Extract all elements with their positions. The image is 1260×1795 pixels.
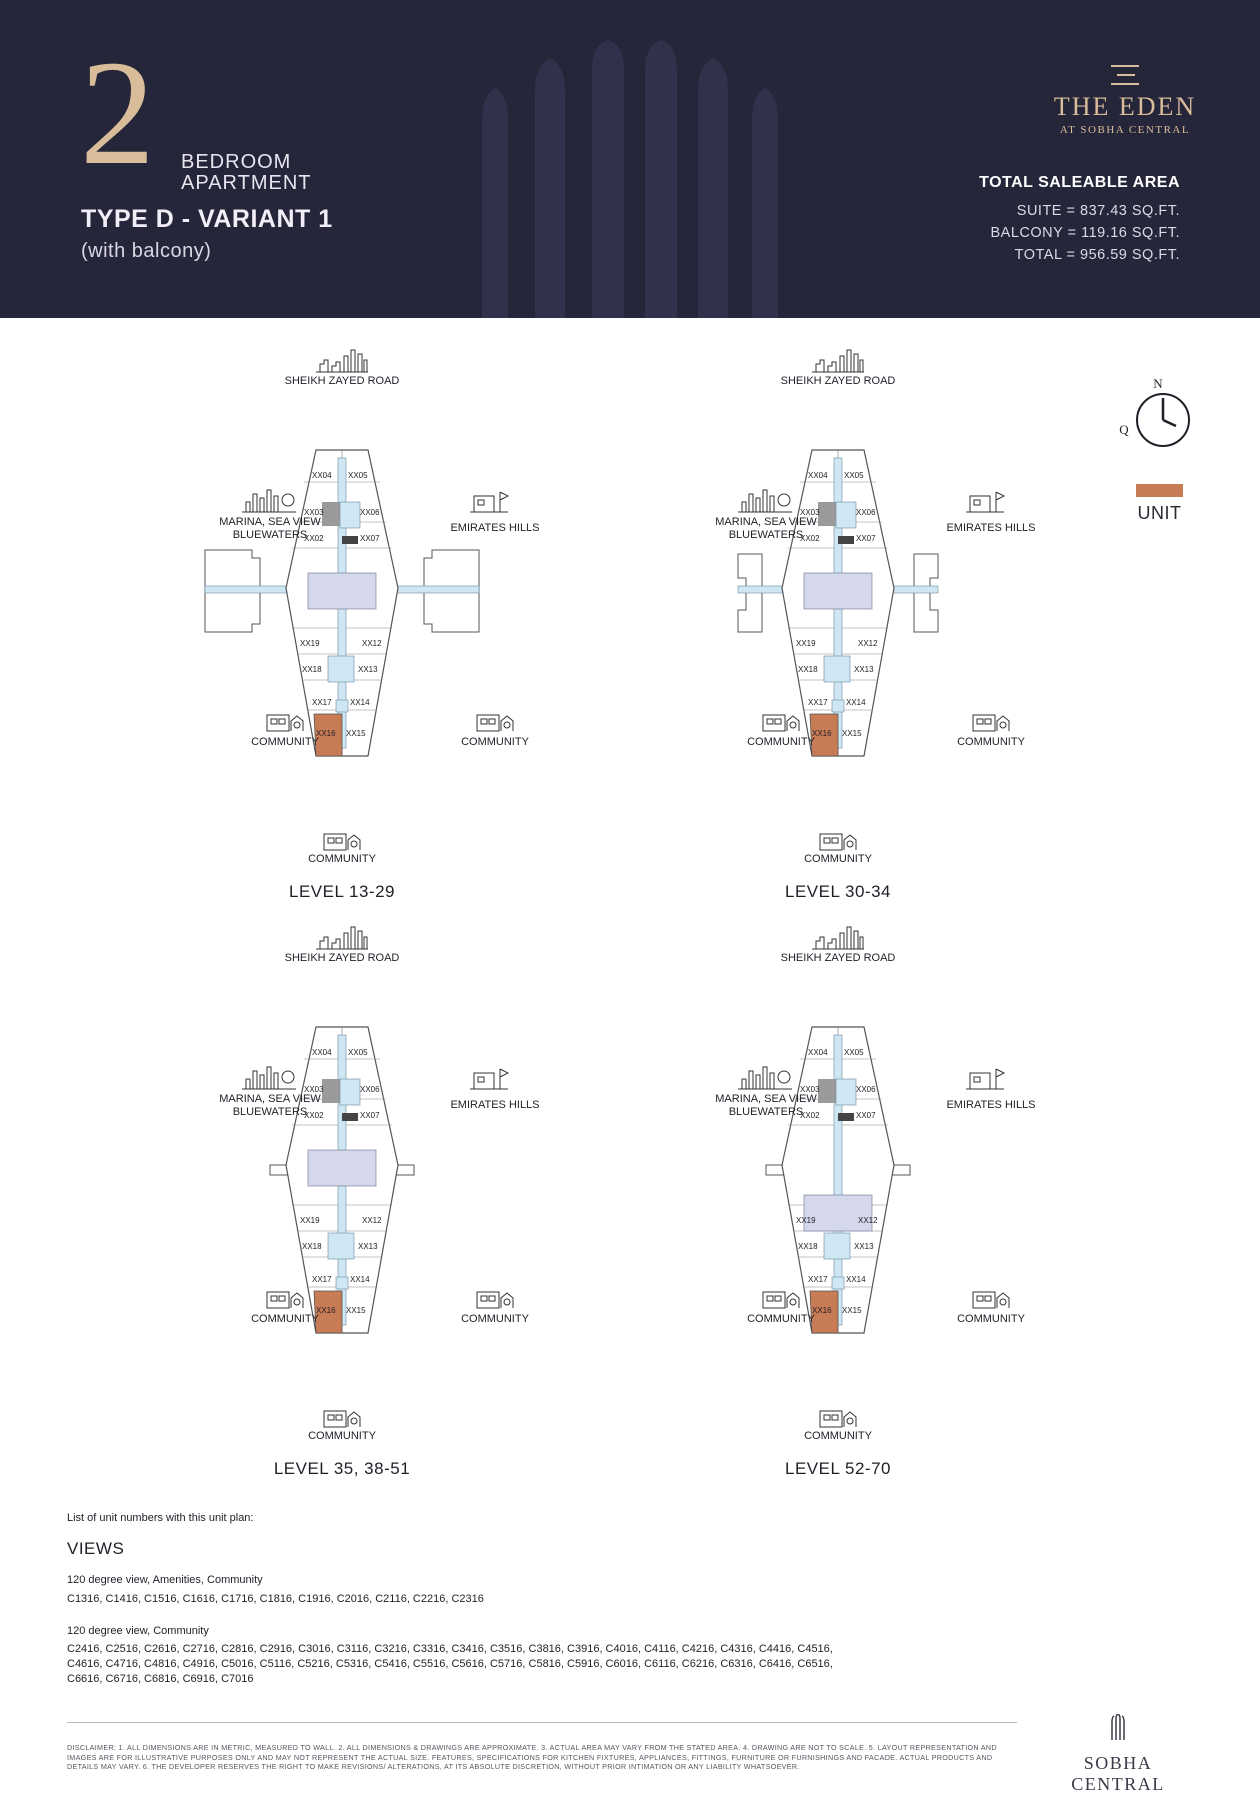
view-label-top: SHEIKH ZAYED ROAD <box>284 375 400 387</box>
marina-skyline-icon <box>240 484 298 514</box>
level-label: LEVEL 30-34 <box>785 882 891 901</box>
unit-label: XX14 <box>846 1275 866 1284</box>
unit-label: XX19 <box>796 639 816 648</box>
community-icon <box>475 711 515 733</box>
unit-label: XX04 <box>808 1048 828 1057</box>
unit-label: XX13 <box>854 665 874 674</box>
marina-skyline-icon <box>736 1061 794 1091</box>
view-label-community: COMMUNITY <box>251 1313 319 1325</box>
unit-label: XX16 <box>316 1306 336 1315</box>
unit-label: XX18 <box>302 665 322 674</box>
sobha-logo-icon <box>1109 1714 1127 1742</box>
footer-divider <box>67 1722 1017 1723</box>
community-icon <box>265 711 305 733</box>
emirates-hills-icon <box>468 488 512 514</box>
view-label-left <box>215 1093 325 1119</box>
view-label-left-2: BLUEWATERS <box>232 529 308 541</box>
view-label-left-2: BLUEWATERS <box>728 1106 804 1118</box>
area-title: TOTAL SALEABLE AREA <box>979 174 1180 191</box>
community-icon <box>971 1288 1011 1310</box>
area-balcony: BALCONY = 119.16 SQ.FT. <box>990 225 1180 241</box>
unit-label: XX02 <box>304 534 324 543</box>
unit-list-intro: List of unit numbers with this unit plan: <box>67 1512 254 1524</box>
floor-plan <box>666 375 1136 908</box>
view-label-community: COMMUNITY <box>308 853 376 865</box>
community-icon <box>818 1407 858 1429</box>
community-icon <box>761 1288 801 1310</box>
view-label-community: COMMUNITY <box>461 1313 529 1325</box>
type-title: TYPE D - VARIANT 1 <box>81 205 333 233</box>
view-label-community: COMMUNITY <box>747 1313 815 1325</box>
view-label-community: COMMUNITY <box>804 1430 872 1442</box>
compass-west: Q <box>1119 422 1129 437</box>
unit-label: XX15 <box>346 729 366 738</box>
view-label-left <box>711 516 821 542</box>
floor-plan <box>666 952 1136 1485</box>
logo-name: THE EDEN <box>1053 92 1197 121</box>
view-label-left-1: MARINA, SEA VIEW <box>219 1093 321 1105</box>
header-banner <box>0 0 1260 318</box>
view-label-community: COMMUNITY <box>804 853 872 865</box>
unit-label: XX19 <box>300 1216 320 1225</box>
view-label-top: SHEIKH ZAYED ROAD <box>780 375 896 387</box>
skyline-icon <box>810 346 866 374</box>
unit-label: XX03 <box>304 1085 324 1094</box>
unit-label: XX14 <box>350 1275 370 1284</box>
unit-label: XX17 <box>808 1275 828 1284</box>
unit-label: XX17 <box>312 1275 332 1284</box>
unit-label: XX03 <box>304 508 324 517</box>
view-group-units: C2416, C2516, C2616, C2716, C2816, C2916, C3016, C3116, C3216, C3316, C3416, C3516, C3816, C3916, C4016, C4116, C4216, C4316, C4416, C4516, C4616, C4716, C4816, C4916, C5016, C5116, C5216, C5316, C5416, C5516, C5616, C5716, C5816, C5916, C6016, C6116, C6216, C6316, C6416, C6516, C6616, C6716, C6816, C6916, C7016 <box>67 1643 833 1685</box>
skyline-icon <box>810 923 866 951</box>
emirates-hills-icon <box>468 1065 512 1091</box>
unit-label: XX06 <box>360 1085 380 1094</box>
arches-decoration <box>470 40 790 318</box>
unit-label: XX12 <box>362 639 382 648</box>
floor-plan-drawing <box>666 1015 1106 1435</box>
unit-label: XX03 <box>800 1085 820 1094</box>
unit-label: XX06 <box>360 508 380 517</box>
view-label-community: COMMUNITY <box>461 736 529 748</box>
emirates-hills-icon <box>964 1065 1008 1091</box>
logo-subtitle: AT SOBHA CENTRAL <box>1059 124 1191 136</box>
community-icon <box>322 1407 362 1429</box>
unit-label: XX06 <box>856 508 876 517</box>
unit-label: XX04 <box>312 1048 332 1057</box>
unit-label: XX07 <box>856 1111 876 1120</box>
view-label-left <box>711 1093 821 1119</box>
community-icon <box>971 711 1011 733</box>
unit-label: XX15 <box>842 729 862 738</box>
view-label-community: COMMUNITY <box>957 736 1025 748</box>
area-suite: SUITE = 837.43 SQ.FT. <box>1016 203 1180 219</box>
view-label-top: SHEIKH ZAYED ROAD <box>284 952 400 964</box>
unit-label: XX07 <box>360 1111 380 1120</box>
view-label-right: EMIRATES HILLS <box>946 1099 1036 1111</box>
level-label: LEVEL 13-29 <box>289 882 395 901</box>
unit-label: XX17 <box>312 698 332 707</box>
level-label: LEVEL 52-70 <box>785 1459 891 1478</box>
view-label-community: COMMUNITY <box>308 1430 376 1442</box>
unit-label: XX13 <box>854 1242 874 1251</box>
unit-label: XX07 <box>856 534 876 543</box>
eden-logo-icon <box>1105 62 1145 88</box>
view-label-left-1: MARINA, SEA VIEW <box>715 1093 817 1105</box>
unit-label: XX16 <box>316 729 336 738</box>
community-icon <box>475 1288 515 1310</box>
floor-plan-drawing <box>170 438 610 858</box>
unit-label: XX16 <box>812 729 832 738</box>
unit-label: XX18 <box>302 1242 322 1251</box>
unit-label: XX14 <box>350 698 370 707</box>
disclaimer: DISCLAIMER: 1. ALL DIMENSIONS ARE IN METRIC, MEASURED TO WALL. 2. ALL DIMENSIONS & DRAWINGS ARE APPROXIMATE. 3. ACTUAL AREA MAY VARY FROM THE STATED AREA. 4. DRAWING ARE NOT TO SCALE. 5. LAYOUT REPRESENTATION AND IMAGES ARE FOR ILLUSTRATIVE PURPOSES ONLY AND MAY NOT REPRESENT THE ACTUAL SIZE. FEATURES, SPECIFICATIONS FOR KITCHEN FIXTURES, APPLIANCES, FITTINGS, FURNITURE OR FURNISHINGS AND FACADE. ACTUAL PRODUCTS AND DETAILS MAY VARY. 6. THE DEVELOPER RESERVES THE RIGHT TO MAKE REVISIONS/ ALTERATIONS, AT ITS ABSOLUTE DISCRETION, WITHOUT PRIOR INTIMATION OR ANY LIABILITY WHATSOEVER. <box>67 1743 997 1771</box>
unit-label: XX05 <box>844 1048 864 1057</box>
unit-label: XX07 <box>360 534 380 543</box>
view-label-community: COMMUNITY <box>747 736 815 748</box>
view-label-right: EMIRATES HILLS <box>450 1099 540 1111</box>
unit-label: XX15 <box>346 1306 366 1315</box>
unit-label: XX12 <box>858 1216 878 1225</box>
unit-label: XX02 <box>800 1111 820 1120</box>
type-subtitle: (with balcony) <box>81 240 212 262</box>
unit-label: XX19 <box>300 639 320 648</box>
unit-label: XX13 <box>358 1242 378 1251</box>
views-title: VIEWS <box>67 1539 125 1558</box>
eden-logo <box>1030 62 1220 136</box>
community-icon <box>322 830 362 852</box>
view-group-heading: 120 degree view, Amenities, Community <box>67 1574 263 1586</box>
unit-label: XX03 <box>800 508 820 517</box>
unit-label: XX04 <box>808 471 828 480</box>
unit-label: XX18 <box>798 665 818 674</box>
unit-label: XX16 <box>812 1306 832 1315</box>
floor-plan <box>170 375 640 908</box>
legend-label: UNIT <box>1137 503 1182 523</box>
unit-label: XX02 <box>800 534 820 543</box>
bedroom-label <box>181 152 312 194</box>
emirates-hills-icon <box>964 488 1008 514</box>
unit-label: XX06 <box>856 1085 876 1094</box>
saleable-area <box>979 174 1180 266</box>
legend <box>1136 484 1183 524</box>
view-label-left-1: MARINA, SEA VIEW <box>219 516 321 528</box>
view-label-left-2: BLUEWATERS <box>232 1106 308 1118</box>
unit-label: XX13 <box>358 665 378 674</box>
unit-label: XX19 <box>796 1216 816 1225</box>
unit-label: XX18 <box>798 1242 818 1251</box>
view-label-right: EMIRATES HILLS <box>450 522 540 534</box>
bedroom-line-2: APARTMENT <box>181 172 312 194</box>
compass-north: N <box>1153 376 1163 391</box>
view-label-left-1: MARINA, SEA VIEW <box>715 516 817 528</box>
unit-label: XX15 <box>842 1306 862 1315</box>
view-label-right: EMIRATES HILLS <box>946 522 1036 534</box>
view-label-community: COMMUNITY <box>957 1313 1025 1325</box>
marina-skyline-icon <box>736 484 794 514</box>
unit-label: XX02 <box>304 1111 324 1120</box>
legend-swatch <box>1136 484 1183 497</box>
unit-label: XX04 <box>312 471 332 480</box>
footer-brand: SOBHA CENTRAL <box>1071 1753 1165 1794</box>
view-group-units: C1316, C1416, C1516, C1616, C1716, C1816, C1916, C2016, C2116, C2216, C2316 <box>67 1593 484 1605</box>
floor-plan-drawing <box>170 1015 610 1435</box>
level-label: LEVEL 35, 38-51 <box>273 1459 411 1478</box>
bedroom-line-1: BEDROOM <box>181 151 292 173</box>
view-label-left-2: BLUEWATERS <box>728 529 804 541</box>
bedroom-count: 2 <box>80 30 155 196</box>
unit-label: XX12 <box>362 1216 382 1225</box>
skyline-icon <box>314 923 370 951</box>
unit-label: XX05 <box>844 471 864 480</box>
community-icon <box>265 1288 305 1310</box>
unit-label: XX05 <box>348 471 368 480</box>
unit-label: XX12 <box>858 639 878 648</box>
skyline-icon <box>314 346 370 374</box>
area-total: TOTAL = 956.59 SQ.FT. <box>1014 247 1180 263</box>
floor-plan <box>170 952 640 1485</box>
unit-label: XX14 <box>846 698 866 707</box>
floor-plan-drawing <box>666 438 1106 858</box>
view-label-top: SHEIKH ZAYED ROAD <box>780 952 896 964</box>
view-label-community: COMMUNITY <box>251 736 319 748</box>
view-label-left <box>215 516 325 542</box>
view-group-heading: 120 degree view, Community <box>67 1625 209 1637</box>
marina-skyline-icon <box>240 1061 298 1091</box>
community-icon <box>761 711 801 733</box>
unit-label: XX17 <box>808 698 828 707</box>
unit-label: XX05 <box>348 1048 368 1057</box>
community-icon <box>818 830 858 852</box>
